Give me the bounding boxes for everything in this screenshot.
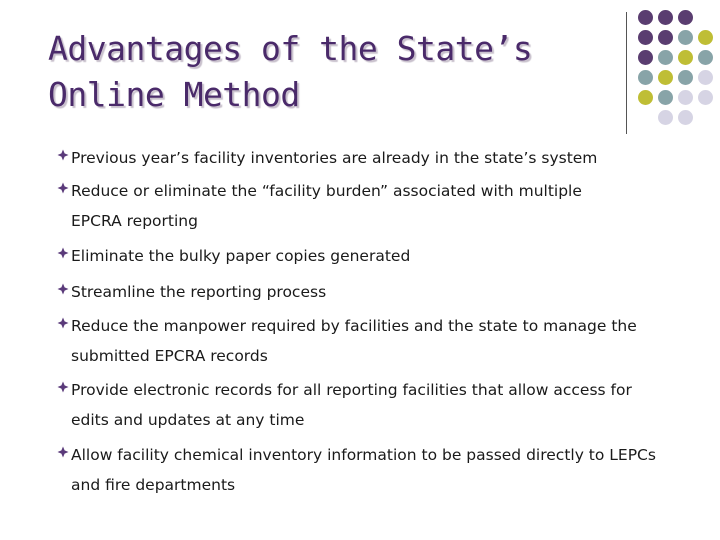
decorative-dot (698, 70, 713, 85)
bullet-text: Provide electronic records for all reporting facilities that allow access for edits and updates at any time (71, 381, 632, 429)
decorative-dot (698, 50, 713, 65)
slide-title-line-2: Online Method (48, 75, 300, 114)
slide-title (48, 26, 532, 118)
decorative-dot (678, 110, 693, 125)
decorative-divider (626, 12, 627, 134)
clover-bullet-icon (57, 283, 69, 295)
decorative-dot (698, 30, 713, 45)
clover-bullet-icon (57, 247, 69, 259)
clover-bullet-icon (57, 149, 69, 161)
decorative-dot (638, 10, 653, 25)
decorative-dot (678, 90, 693, 105)
clover-bullet-icon (57, 446, 69, 458)
bullet-text: Allow facility chemical inventory information to be passed directly to LEPCs and fire departments (71, 446, 656, 494)
decorative-dot (658, 10, 673, 25)
decorative-dot (678, 10, 693, 25)
decorative-dot (638, 70, 653, 85)
decorative-dot (658, 70, 673, 85)
decorative-dot (678, 30, 693, 45)
decorative-dot (698, 90, 713, 105)
decorative-dot (678, 70, 693, 85)
decorative-dot (658, 110, 673, 125)
bullet-text: Reduce the manpower required by facilities and the state to manage the submitted EPCRA records (71, 317, 637, 365)
decorative-dot (658, 90, 673, 105)
decorative-dot (678, 50, 693, 65)
decorative-dot-grid (638, 10, 720, 130)
clover-bullet-icon (57, 317, 69, 329)
bullet-text: Reduce or eliminate the “facility burden” associated with multiple EPCRA reporting (71, 182, 582, 230)
decorative-dot (638, 50, 653, 65)
slide-title-line-1: Advantages of the State’s (48, 29, 533, 68)
bullet-text: Streamline the reporting process (71, 283, 327, 301)
clover-bullet-icon (57, 381, 69, 393)
decorative-dot (638, 30, 653, 45)
decorative-dot (658, 50, 673, 65)
bullet-text: Eliminate the bulky paper copies generated (71, 247, 411, 265)
bullet-text: Previous year’s facility inventories are already in the state’s system (71, 149, 598, 167)
decorative-dot (638, 90, 653, 105)
clover-bullet-icon (57, 182, 69, 194)
decorative-dot (658, 30, 673, 45)
